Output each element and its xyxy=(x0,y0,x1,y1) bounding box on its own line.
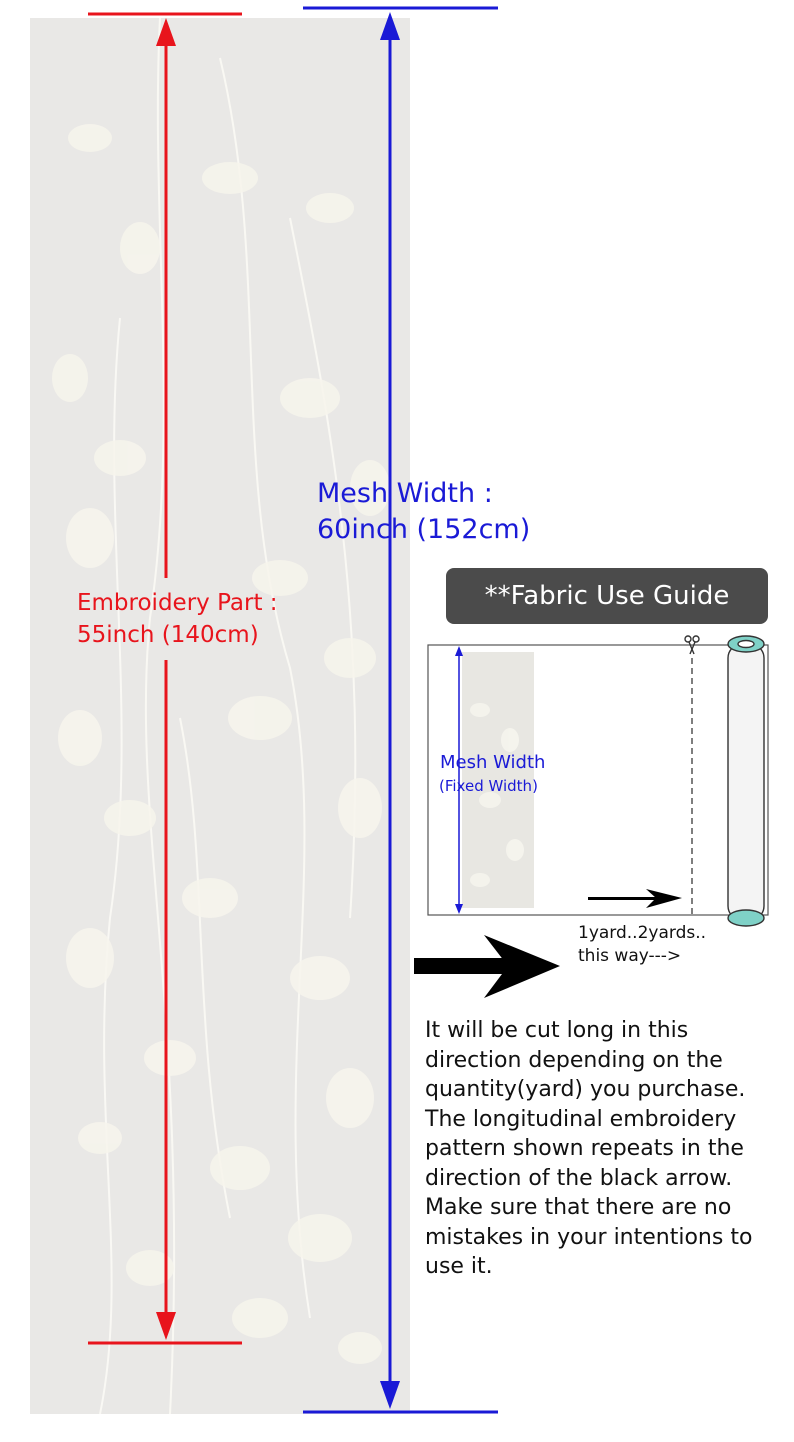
description-line: direction of the black arrow. xyxy=(425,1165,733,1191)
mini-mesh-width-label: Mesh Width xyxy=(440,752,546,773)
fabric-use-guide-title: **Fabric Use Guide xyxy=(446,568,768,624)
mesh-label-line2: 60inch (152cm) xyxy=(317,514,531,545)
embroidery-arrow xyxy=(88,14,242,1343)
usage-description xyxy=(425,1016,791,1282)
mini-fixed-width-label: (Fixed Width) xyxy=(439,777,538,795)
roll-caption-line1: 1yard..2yards.. xyxy=(578,923,707,943)
embroidery-label-line2: 55inch (140cm) xyxy=(77,622,259,648)
embroidery-label-line1: Embroidery Part : xyxy=(77,590,278,616)
description-line: use it. xyxy=(425,1254,493,1279)
fabric-roll xyxy=(728,636,764,926)
mesh-label-line1: Mesh Width : xyxy=(317,478,493,509)
description-line: pattern shown repeats in the xyxy=(425,1136,744,1161)
description-line: quantity(yard) you purchase. xyxy=(425,1077,746,1102)
description-line: It will be cut long in this xyxy=(425,1018,689,1043)
roll-direction-caption xyxy=(578,922,706,968)
mesh-width-label xyxy=(317,476,530,548)
description-line: direction depending on the xyxy=(425,1047,723,1073)
description-line: Make sure that there are no xyxy=(425,1195,732,1220)
description-line: The longitudinal embroidery xyxy=(425,1106,737,1132)
description-line: mistakes in your intentions to xyxy=(425,1224,753,1250)
roll-caption-line2: this way---> xyxy=(578,946,682,966)
direction-arrow xyxy=(414,935,560,998)
embroidery-part-label xyxy=(77,587,278,651)
